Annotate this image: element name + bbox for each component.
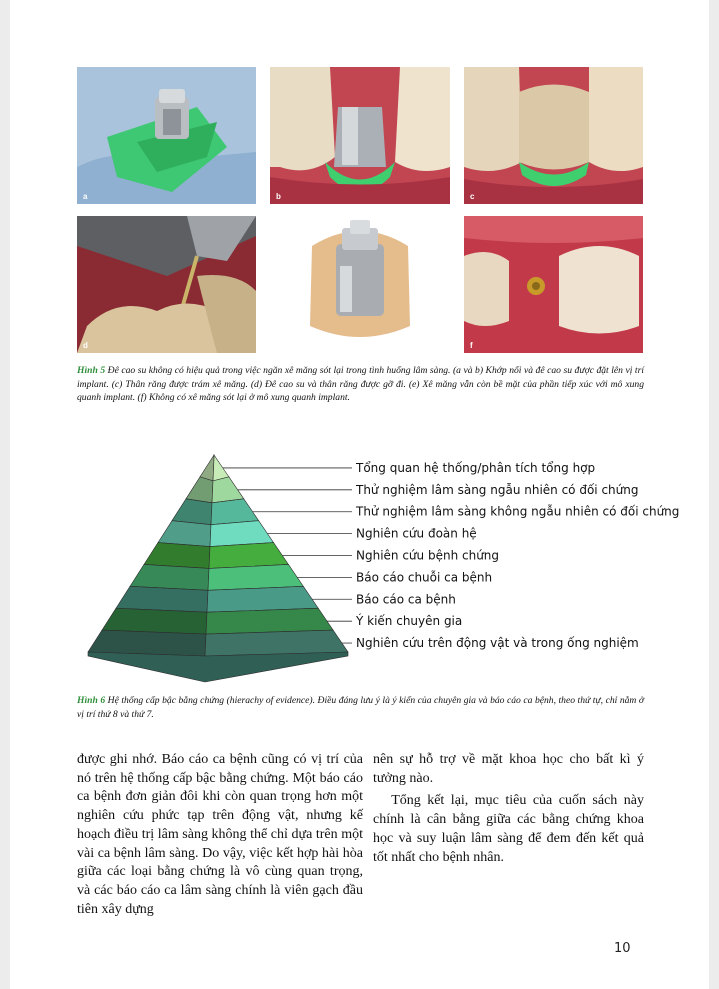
tier-label: Nghiên cứu bệnh chứng [356, 548, 500, 563]
panel-label: b [276, 192, 281, 201]
tier-label: Thử nghiệm lâm sàng ngẫu nhiên có đối chứng [356, 482, 639, 497]
figure5-panel-f [464, 216, 643, 353]
body-paragraph: nên sự hỗ trợ về mặt khoa học cho bất kì ý tưởng nào. [373, 752, 644, 786]
caption-text: Hệ thống cấp bậc bằng chứng (hierachy of evidence). Điều đáng lưu ý là ý kiến của chuyên gia và báo cáo ca bệnh, theo thứ tự, chỉ nằm ở vị trí thứ 8 và thứ 7. [77, 695, 644, 720]
pyramid-tier [207, 586, 318, 612]
pyramid-tier [211, 499, 259, 525]
abutment-rubber-dam-photo-icon [77, 67, 256, 204]
figure6-caption [77, 694, 644, 721]
pyramid-tier [205, 630, 348, 656]
pyramid-tier [206, 608, 333, 634]
implant-site-clean-photo-icon [464, 216, 643, 353]
panel-label: c [470, 192, 475, 201]
body-left-column [77, 751, 363, 919]
body-right-column [373, 751, 644, 867]
pyramid-tier-side [144, 543, 210, 569]
figure5-caption [77, 364, 644, 405]
tier-label: Thử nghiệm lâm sàng không ngẫu nhiên có đối chứng [356, 504, 680, 519]
caption-label: Hình 6 [77, 695, 106, 706]
pyramid-tier-side [172, 499, 212, 525]
figure5-panel-c [464, 67, 643, 204]
figure5-panel-d [77, 216, 256, 353]
pyramid-tier-side [158, 521, 211, 547]
pyramid-tier [208, 564, 303, 590]
pyramid-tier-side [102, 608, 207, 634]
removed-crown-abutment-photo-icon [270, 216, 450, 353]
panel-label: f [470, 341, 473, 350]
cemented-crown-photo-icon [464, 67, 643, 204]
tier-label: Ý kiến chuyên gia [356, 614, 463, 629]
pyramid-tier-side [200, 455, 214, 481]
caption-label: Hình 5 [77, 365, 106, 376]
tier-label: Nghiên cứu đoàn hệ [356, 526, 477, 541]
caption-text: Đê cao su không có hiệu quả trong việc ngăn xê măng sót lại trong tình huống lâm sàng. (a và b) Khớp nối và đê cao su được đặt lên vị trí implant. (c) Thân răng được trám xê măng. (d) Đê cao su và thân răng được gỡ đi. (e) Xê măng vẫn còn bề mặt của phần tiếp xúc với mô xung quanh implant. (f) Không có xê măng sót lại ở mô xung quanh implant. [77, 365, 644, 404]
abutment-on-gum-photo-icon [270, 67, 450, 204]
tier-label: Tổng quan hệ thống/phân tích tổng hợp [356, 460, 596, 475]
panel-label: a [83, 192, 88, 201]
body-paragraph: được ghi nhớ. Báo cáo ca bệnh cũng có vị trí của nó trên hệ thống cấp bậc bằng chứng. Một báo cáo ca bệnh đơn giản đôi khi còn quan trọng hơn một nghiên cứu phức tạp trên động vật, nhưng kế hoạch điều trị lâm sàng không thể chỉ dựa trên một vài ca bệnh lâm sàng. Do vậy, việc kết hợp hài hòa giữa các loại bằng chứng là vô cùng quan trọng, và các báo cáo ca lâm sàng chính là viên gạch đầu tiên xây dựng [77, 752, 363, 917]
evidence-pyramid [76, 445, 680, 690]
tier-label: Báo cáo ca bệnh [356, 592, 456, 607]
panel-label: d [83, 341, 88, 350]
body-paragraph: Tổng kết lại, mục tiêu của cuốn sách này chính là cân bằng giữa các bằng chứng khoa học và suy luận lâm sàng để đem đến kết quả tốt nhất cho bệnh nhân. [373, 793, 644, 865]
figure5-panel-a [77, 67, 256, 204]
page-number: 10 [614, 941, 631, 956]
pyramid-tier [210, 521, 274, 547]
figure5-panel-b [270, 67, 450, 204]
pyramid-tier-side [116, 586, 208, 612]
figure5-panel-e [270, 216, 450, 353]
book-page [10, 0, 709, 989]
pyramid-base [88, 652, 348, 682]
drill-removing-dam-photo-icon [77, 216, 256, 353]
tier-label: Nghiên cứu trên động vật và trong ống nghiệm [356, 636, 639, 651]
pyramid-tier-side [186, 477, 213, 503]
panel-label: e [276, 341, 281, 350]
pyramid-tier-side [130, 564, 209, 590]
tier-label: Báo cáo chuỗi ca bệnh [356, 570, 493, 585]
pyramid-tier [209, 543, 288, 569]
pyramid-tier-side [88, 630, 206, 656]
